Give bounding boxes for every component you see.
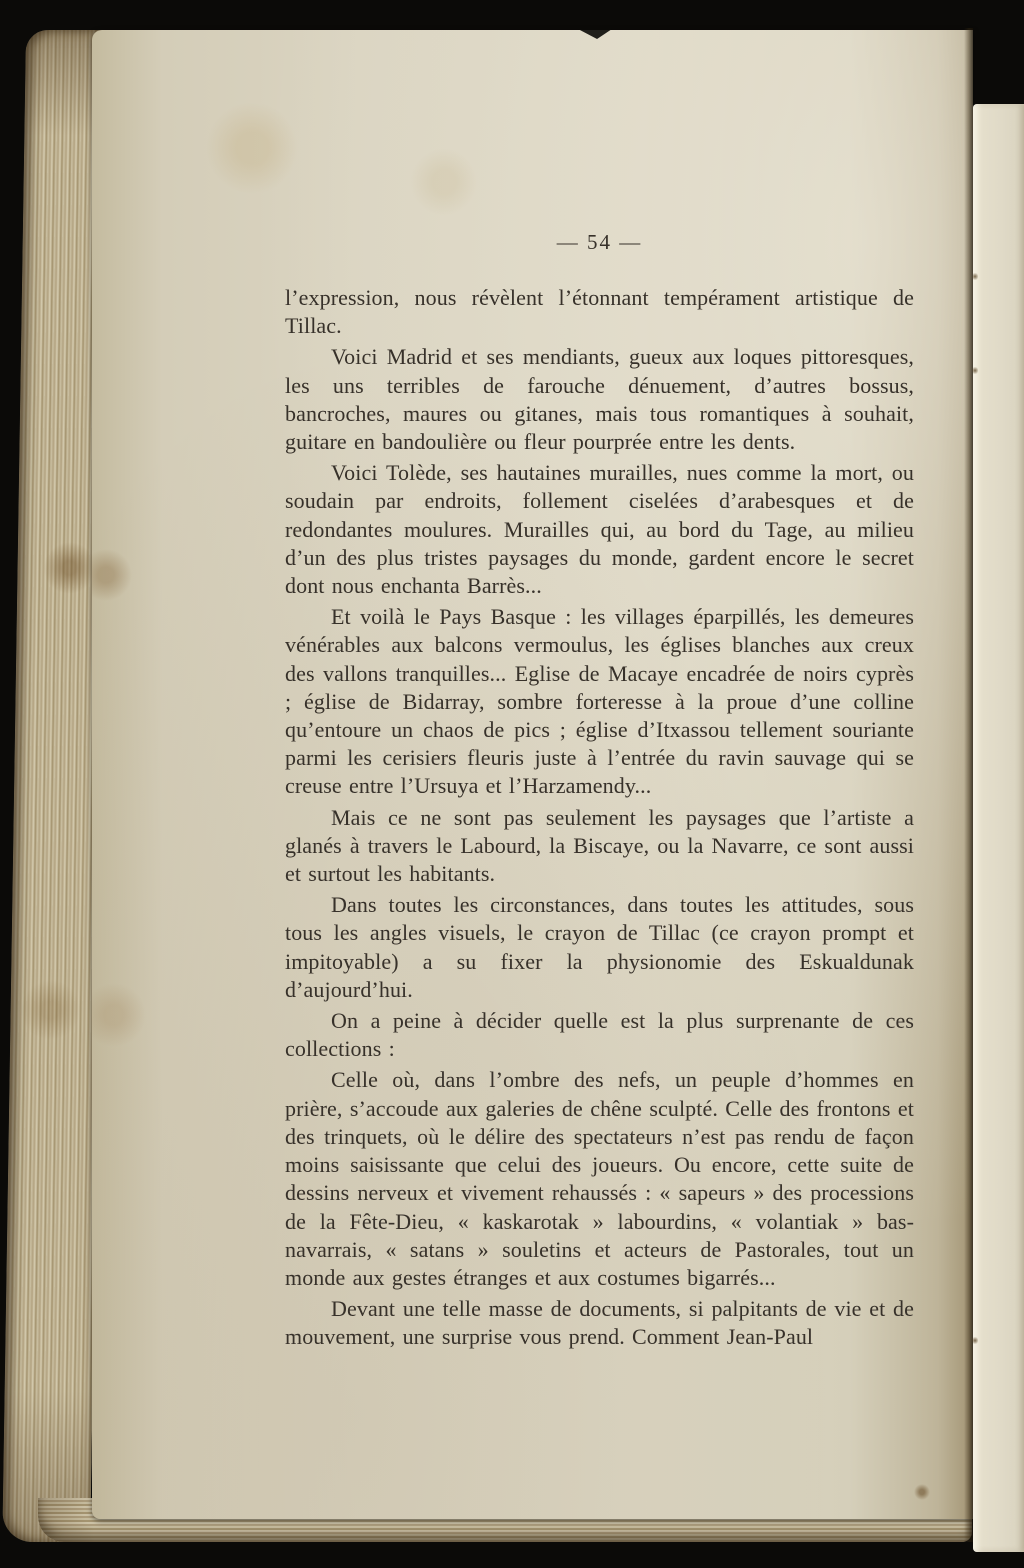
paragraph: Mais ce ne sont pas seulement les paysages que l’artiste a glanés à travers le Labourd, la Biscaye, ou la Navarre, ce sont aussi et surtout les habitants.: [285, 804, 914, 887]
binding-stitch-mark: [972, 1336, 978, 1345]
paragraph: Dans toutes les circonstances, dans toutes les attitudes, sous tous les angles visuels, le crayon de Tillac (ce crayon prompt et impitoyable) a su fixer la physionomie des Eskualdunak d’aujourd’hui.: [285, 892, 914, 1002]
book-page: [92, 30, 973, 1519]
binding-stitch-mark: [972, 272, 978, 281]
paragraph: Voici Madrid et ses mendiants, gueux aux loques pittoresques, les uns terribles de farouche dénuement, d’autres bossus, bancroches, maures ou gitanes, mais tous romantiques à souhait, guitare en bandoulière ou fleur pourprée entre les dents.: [285, 344, 914, 455]
text-block: [285, 230, 914, 1355]
paragraph: Et voilà le Pays Basque : les villages éparpillés, les demeures vénérables aux balcons vermoulus, les églises blanches aux creux des vallons tranquilles... Eglise de Macaye encadrée de noirs cyprès ; église de Bidarray, sombre forteresse à la proue d’une colline qu’entoure un chaos de pics ; église d’Itxassou tellement souriante parmi les cerisiers fleuris juste à l’entrée du ravin sauvage qui se creuse entre l’Ursuya et l’Harzamendy...: [285, 604, 914, 799]
paragraph: l’expression, nous révèlent l’étonnant tempérament artistique de Tillac.: [285, 285, 914, 339]
page-number: — 54 —: [556, 230, 643, 254]
binding-stitch-mark: [972, 366, 978, 375]
paragraph: Devant une telle masse de documents, si palpitants de vie et de mouvement, une surprise vous prend. Comment Jean-Paul: [285, 1296, 914, 1350]
book-gutter: [964, 28, 973, 1542]
deckle-tear-notch: [578, 29, 612, 39]
paragraph: Celle où, dans l’ombre des nefs, un peuple d’hommes en prière, s’accoude aux galeries de chêne sculpté. Celle des frontons et des trinquets, où le délire des spectateurs n’est pas rendu de façon moins saisissante que celui des joueurs. Ou encore, cette suite de dessins nerveux et vivement rehaussés : « sapeurs » des processions de la Fête-Dieu, « kaskarotak » labourdins, « volantiak » bas-navarrais, « satans » souletins et acteurs de Pastorales, tout un monde aux gestes étranges et aux costumes bigarrés...: [285, 1067, 914, 1290]
paragraph: Voici Tolède, ses hautaines murailles, nues comme la mort, ou soudain par endroits, follement ciselées d’arabesques et de redondantes moulures. Murailles qui, au bord du Tage, au milieu d’un des plus tristes paysages du monde, gardent encore le secret dont nous enchanta Barrès...: [285, 460, 914, 599]
paragraph: On a peine à décider quelle est la plus surprenante de ces collections :: [285, 1008, 914, 1062]
facing-page-sliver: [973, 104, 1024, 1552]
